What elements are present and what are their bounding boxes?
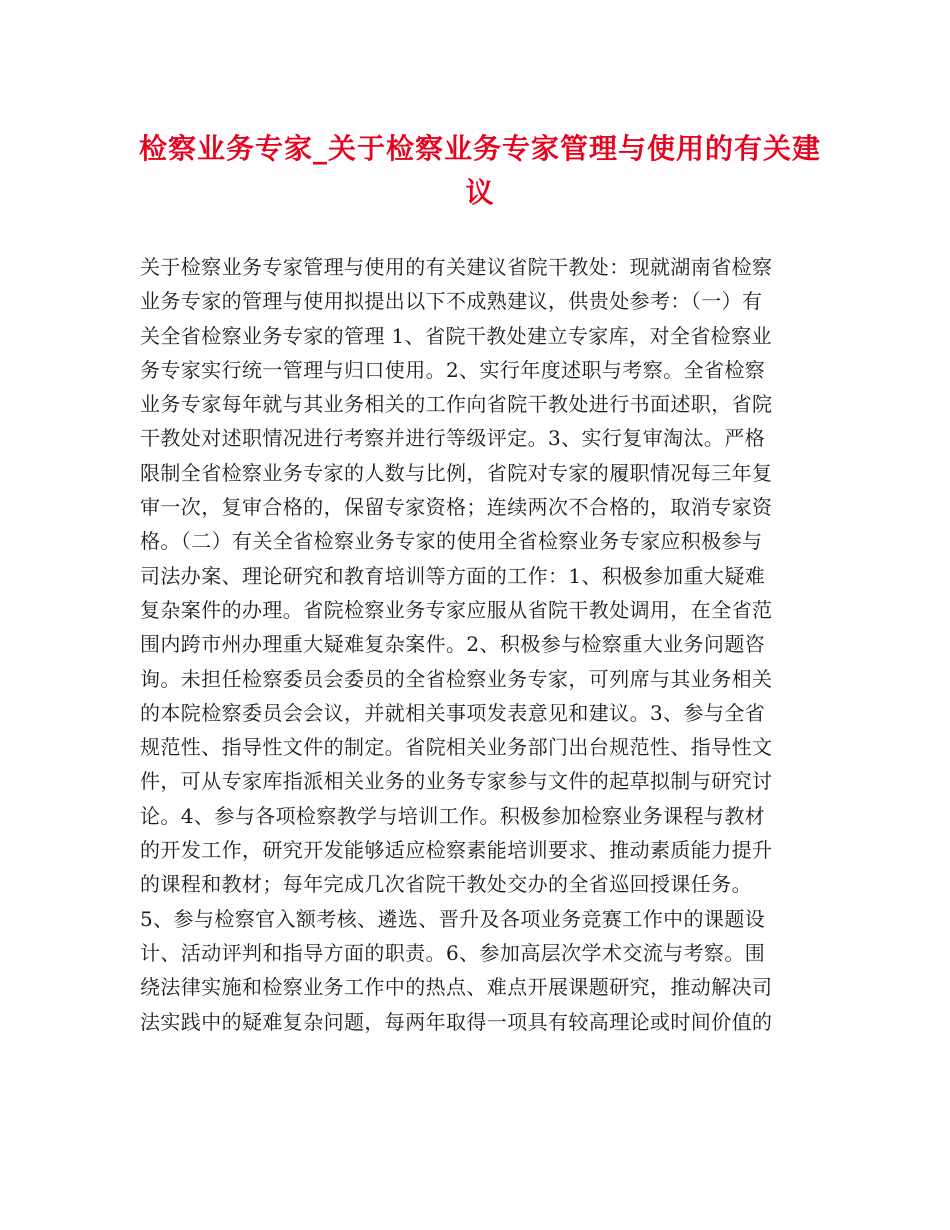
body-line: 论。4、参与各项检察教学与培训工作。积极参加检察业务课程与教材 bbox=[140, 803, 766, 828]
body-line: 的开发工作，研究开发能够适应检察素能培训要求、推动素质能力提升 bbox=[140, 838, 773, 863]
body-line: 关全省检察业务专家的管理 1、省院干教处建立专家库，对全省检察业 bbox=[140, 323, 772, 348]
document-title bbox=[130, 127, 830, 215]
body-line: 围内跨市州办理重大疑难复杂案件。2、积极参与检察重大业务问题咨 bbox=[140, 632, 766, 657]
body-line: 件，可从专家库指派相关业务的业务专家参与文件的起草拟制与研究讨 bbox=[140, 769, 773, 794]
body-paragraph bbox=[140, 250, 772, 1039]
body-line: 务专家实行统一管理与归口使用。2、实行年度述职与考察。全省检察 bbox=[140, 357, 766, 382]
body-line: 关于检察业务专家管理与使用的有关建议省院干教处：现就湖南省检察 bbox=[140, 255, 773, 279]
body-line: 规范性、指导性文件的制定。省院相关业务部门出台规范性、指导性文 bbox=[140, 735, 773, 760]
body-line: 计、活动评判和指导方面的职责。6、参加高层次学术交流与考察。围 bbox=[140, 940, 766, 965]
body-line: 5、参与检察官入额考核、遴选、晋升及各项业务竞赛工作中的课题设 bbox=[140, 906, 766, 931]
body-line: 格。（二）有关全省检察业务专家的使用全省检察业务专家应积极参与 bbox=[140, 529, 763, 554]
title-line-2: 议 bbox=[465, 176, 495, 209]
body-line: 法实践中的疑难复杂问题，每两年取得一项具有较高理论或时间价值的 bbox=[140, 1009, 773, 1034]
body-line: 审一次，复审合格的，保留专家资格；连续两次不合格的，取消专家资 bbox=[140, 495, 773, 520]
body-line: 干教处对述职情况进行考察并进行等级评定。3、实行复审淘汰。严格 bbox=[140, 426, 766, 451]
body-line: 业务专家每年就与其业务相关的工作向省院干教处进行书面述职，省院 bbox=[140, 392, 773, 417]
body-line: 的本院检察委员会会议，并就相关事项发表意见和建议。3、参与全省 bbox=[140, 700, 766, 725]
body-line: 复杂案件的办理。省院检察业务专家应服从省院干教处调用，在全省范 bbox=[140, 597, 773, 622]
body-line: 询。未担任检察委员会委员的全省检察业务专家，可列席与其业务相关 bbox=[140, 666, 773, 691]
title-line-1: 检察业务专家_关于检察业务专家管理与使用的有关建 bbox=[138, 132, 821, 165]
body-line: 限制全省检察业务专家的人数与比例，省院对专家的履职情况每三年复 bbox=[140, 460, 773, 485]
body-line: 绕法律实施和检察业务工作中的热点、难点开展课题研究，推动解决司 bbox=[140, 975, 773, 1000]
body-line: 司法办案、理论研究和教育培训等方面的工作：1、积极参加重大疑难 bbox=[140, 563, 766, 588]
body-line: 的课程和教材；每年完成几次省院干教处交办的全省巡回授课任务。 bbox=[140, 872, 752, 897]
body-line: 业务专家的管理与使用拟提出以下不成熟建议，供贵处参考：（一）有 bbox=[140, 289, 763, 314]
